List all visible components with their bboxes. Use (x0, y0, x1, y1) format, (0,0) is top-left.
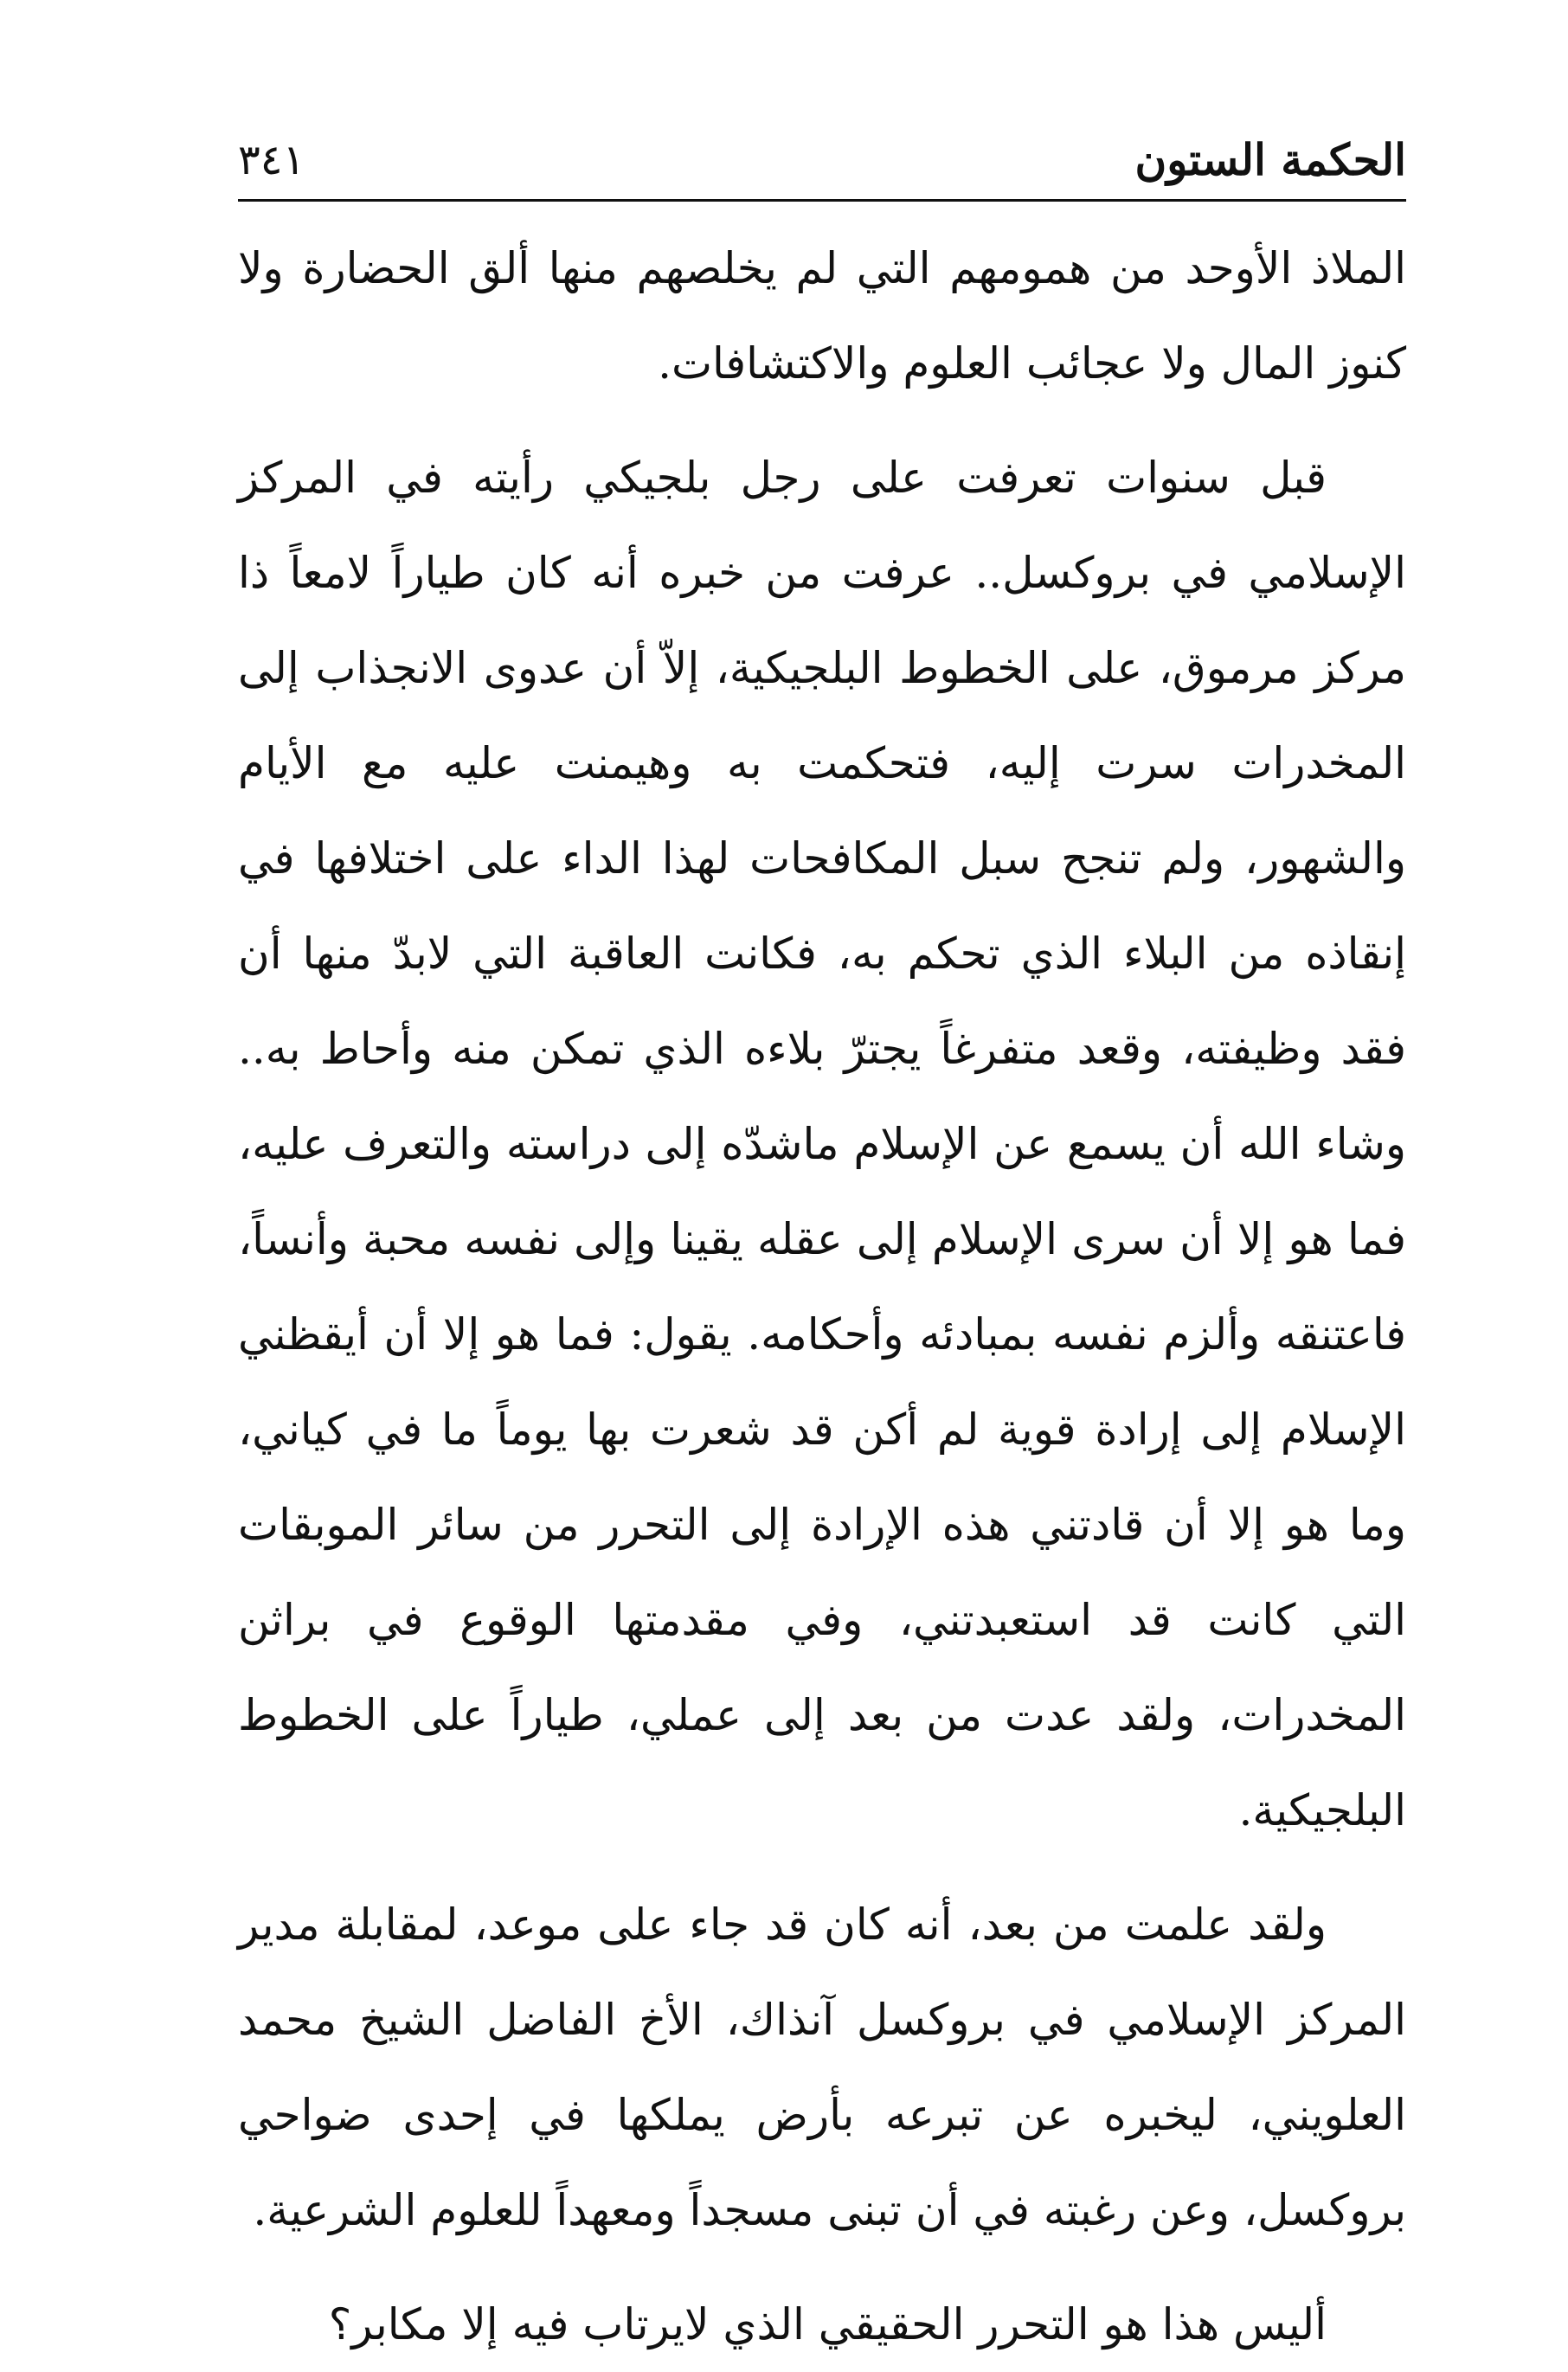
page-number: ٣٤١ (238, 136, 305, 184)
header-divider (238, 199, 1406, 202)
paragraph-belgian-pilot: قبل سنوات تعرفت على رجل بلجيكي رأيته في المركز الإسلامي في بروكسل.. عرفت من خبره أنه كان طياراً لامعاً ذا مركز مرموق، على الخطوط البلجيكية، إلاّ أن عدوى الانجذاب إلى المخدرات سرت إليه، فتحكمت به وهيمنت عليه مع الأيام والشهور، ولم تنجح سبل المكافحات لهذا الداء على اختلافها في إنقاذه من البلاء الذي تحكم به، فكانت العاقبة التي لابدّ منها أن فقد وظيفته، وقعد متفرغاً يجترّ بلاءه الذي تمكن منه وأحاط به.. وشاء الله أن يسمع عن الإسلام ماشدّه إلى دراسته والتعرف عليه، فما هو إلا أن سرى الإسلام إلى عقله يقينا وإلى نفسه محبة وأنساً، فاعتنقه وألزم نفسه بمبادئه وأحكامه. يقول: فما هو إلا أن أيقظني الإسلام إلى إرادة قوية لم أكن قد شعرت بها يوماً ما في كياني، وما هو إلا أن قادتني هذه الإرادة إلى التحرر من سائر الموبقات التي كانت قد استعبدتني، وفي مقدمتها الوقوع في براثن المخدرات، ولقد عدت من بعد إلى عملي، طياراً على الخطوط البلجيكية. (238, 453, 1406, 1835)
paragraph-spacer (238, 2258, 1406, 2277)
paragraph-closing-question: أليس هذا هو التحرر الحقيقي الذي لايرتاب فيه إلا مكابر؟ (328, 2299, 1327, 2350)
paragraph-continuation: الملاذ الأوحد من همومهم التي لم يخلصهم منها ألق الحضارة ولا كنوز المال ولا عجائب العلوم والاكتشافات. (238, 243, 1406, 389)
paragraph-spacer (238, 411, 1406, 430)
page-header (238, 130, 1406, 190)
paragraph-spacer (238, 1858, 1406, 1877)
running-title: الحكمة الستون (1134, 134, 1406, 185)
paragraph-donation: ولقد علمت من بعد، أنه كان قد جاء على موعد، لمقابلة مدير المركز الإسلامي في بروكسل آنذاك، الأخ الفاضل الشيخ محمد العلويني، ليخبره عن تبرعه بأرض يملكها في إحدى ضواحي بروكسل، وعن رغبته في أن تبنى مسجداً ومعهداً للعلوم الشرعية. (238, 1900, 1406, 2235)
page-body (238, 221, 1406, 2372)
